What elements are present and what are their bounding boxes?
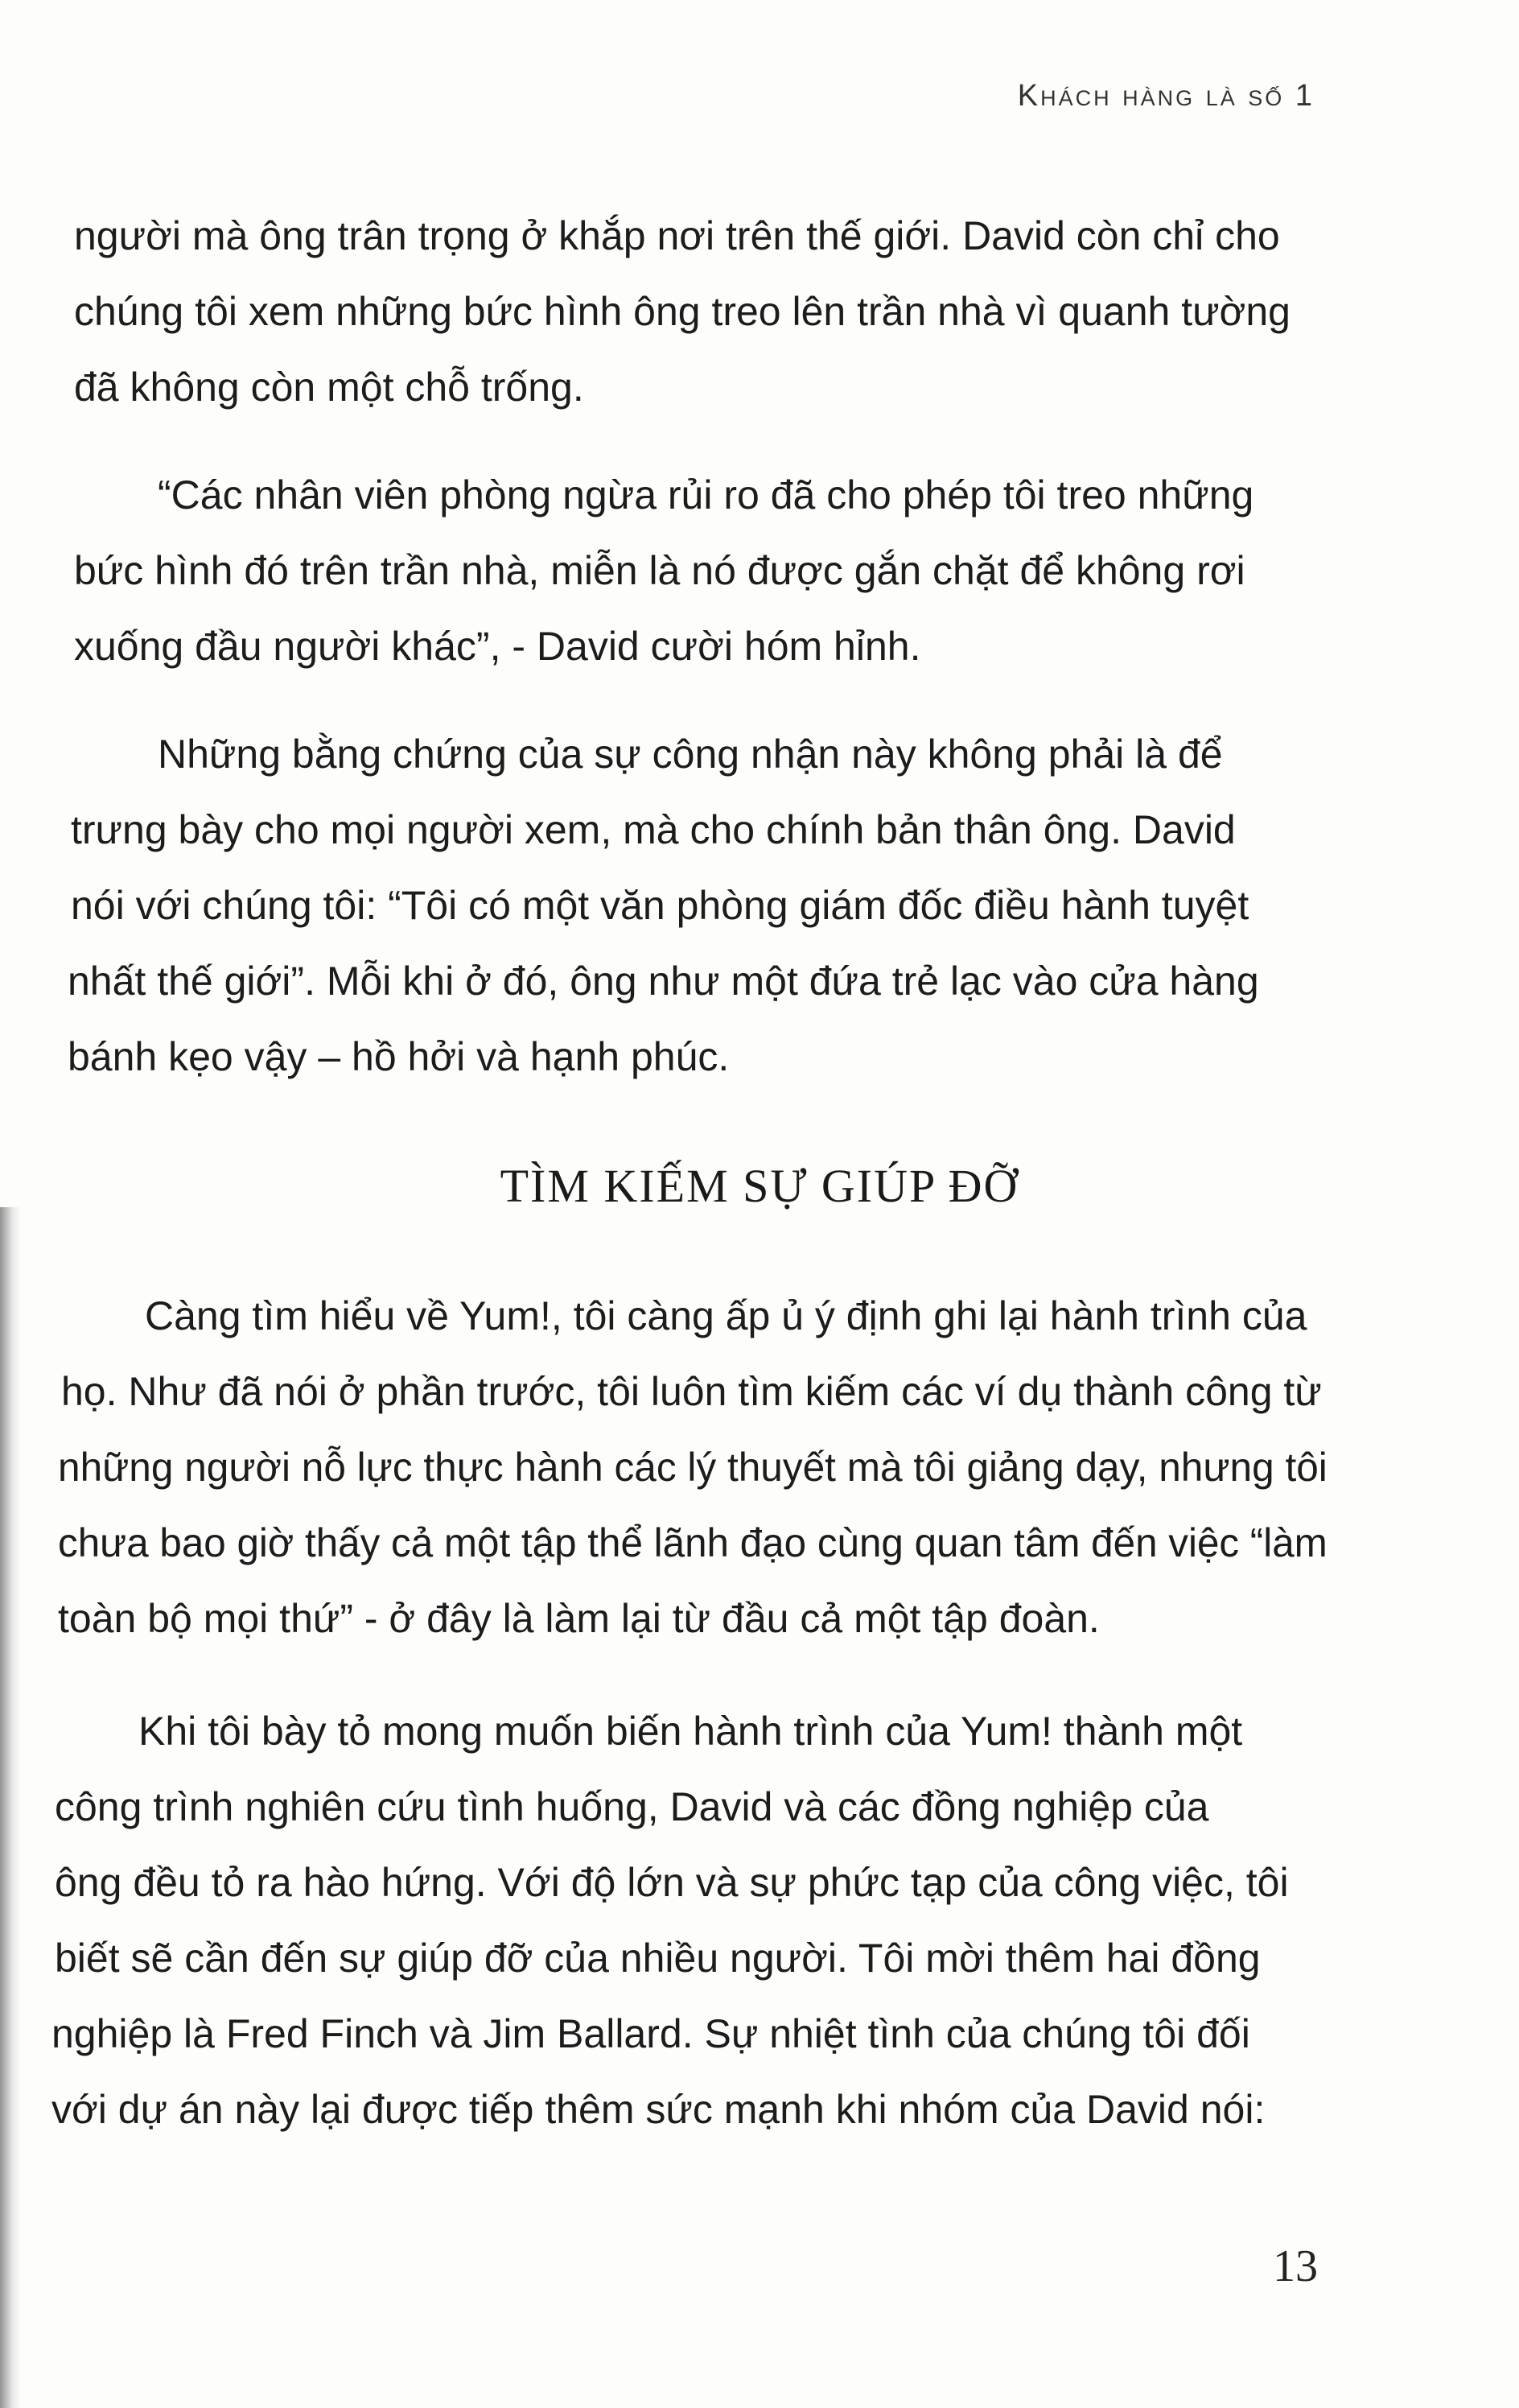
text-line: biết sẽ cần đến sự giúp đỡ của nhiều người. Tôi mời thêm hai đồng xyxy=(55,1936,1261,1981)
text-line: xuống đầu người khác”, - David cười hóm hỉnh. xyxy=(74,624,921,669)
text-line: Càng tìm hiểu về Yum!, tôi càng ấp ủ ý định ghi lại hành trình của xyxy=(145,1293,1307,1338)
text-line: nói với chúng tôi: “Tôi có một văn phòng giám đốc điều hành tuyệt xyxy=(71,883,1249,928)
text-line: nhất thế giới”. Mỗi khi ở đó, ông như một đứa trẻ lạc vào cửa hàng xyxy=(68,959,1259,1004)
running-head: Khách hàng là số 1 xyxy=(1017,79,1315,113)
text-line: Những bằng chứng của sự công nhận này không phải là để xyxy=(158,732,1223,777)
text-line: nghiệp là Fred Finch và Jim Ballard. Sự nhiệt tình của chúng tôi đối xyxy=(51,2011,1250,2056)
section-heading: TÌM KIẾM SỰ GIÚP ĐỠ xyxy=(500,1160,1019,1212)
text-line: ông đều tỏ ra hào hứng. Với độ lớn và sự phức tạp của công việc, tôi xyxy=(55,1860,1289,1905)
binding-shadow xyxy=(0,1207,21,2408)
text-line: chúng tôi xem những bức hình ông treo lên trần nhà vì quanh tường xyxy=(74,289,1291,334)
page-number: 13 xyxy=(1273,2241,1318,2291)
text-line: người mà ông trân trọng ở khắp nơi trên thế giới. David còn chỉ cho xyxy=(74,213,1280,258)
text-line: “Các nhân viên phòng ngừa rủi ro đã cho phép tôi treo những xyxy=(158,472,1254,517)
text-line: đã không còn một chỗ trống. xyxy=(74,365,584,410)
text-line: bánh kẹo vậy – hồ hởi và hạnh phúc. xyxy=(68,1034,730,1079)
text-line: trưng bày cho mọi người xem, mà cho chính bản thân ông. David xyxy=(71,807,1236,852)
text-line: chưa bao giờ thấy cả một tập thể lãnh đạo cùng quan tâm đến việc “làm xyxy=(58,1520,1328,1565)
text-line: công trình nghiên cứu tình huống, David và các đồng nghiệp của xyxy=(55,1784,1209,1829)
text-line: toàn bộ mọi thứ” - ở đây là làm lại từ đầu cả một tập đoàn. xyxy=(58,1596,1100,1641)
text-line: với dự án này lại được tiếp thêm sức mạnh khi nhóm của David nói: xyxy=(51,2087,1266,2132)
text-line: Khi tôi bày tỏ mong muốn biến hành trình của Yum! thành một xyxy=(138,1709,1243,1754)
text-line: những người nỗ lực thực hành các lý thuyết mà tôi giảng dạy, nhưng tôi xyxy=(58,1445,1328,1490)
text-line: họ. Như đã nói ở phần trước, tôi luôn tìm kiếm các ví dụ thành công từ xyxy=(61,1369,1322,1414)
text-line: bức hình đó trên trần nhà, miễn là nó được gắn chặt để không rơi xyxy=(74,548,1245,593)
